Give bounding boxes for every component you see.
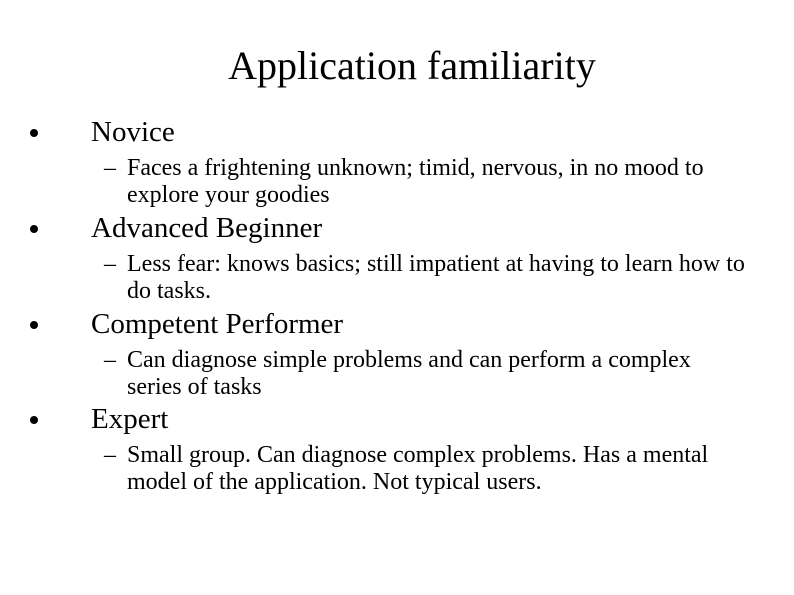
sub-item-text: Can diagnose simple problems and can perform a complex series of tasks: [127, 347, 691, 400]
dash-icon: –: [104, 251, 116, 277]
item-label: Novice: [91, 116, 175, 148]
dash-icon: –: [104, 347, 116, 373]
slide-title: Application familiarity: [228, 43, 596, 88]
bullet-dot-icon: [30, 416, 38, 424]
bullet-dot-icon: [30, 225, 38, 233]
sub-item-text: Faces a frightening unknown; timid, nervous, in no mood to explore your goodies: [127, 155, 704, 208]
bullet-dot-icon: [30, 129, 38, 137]
dash-icon: –: [104, 155, 116, 181]
item-label: Expert: [91, 403, 169, 435]
sub-item-text: Small group. Can diagnose complex problems. Has a mental model of the application. Not typical users.: [127, 442, 709, 495]
item-label: Advanced Beginner: [91, 212, 323, 244]
item-label: Competent Performer: [91, 308, 344, 340]
dash-icon: –: [104, 442, 116, 468]
sub-item-text: Less fear: knows basics; still impatient at having to learn how to do tasks.: [127, 251, 745, 304]
bullet-dot-icon: [30, 321, 38, 329]
